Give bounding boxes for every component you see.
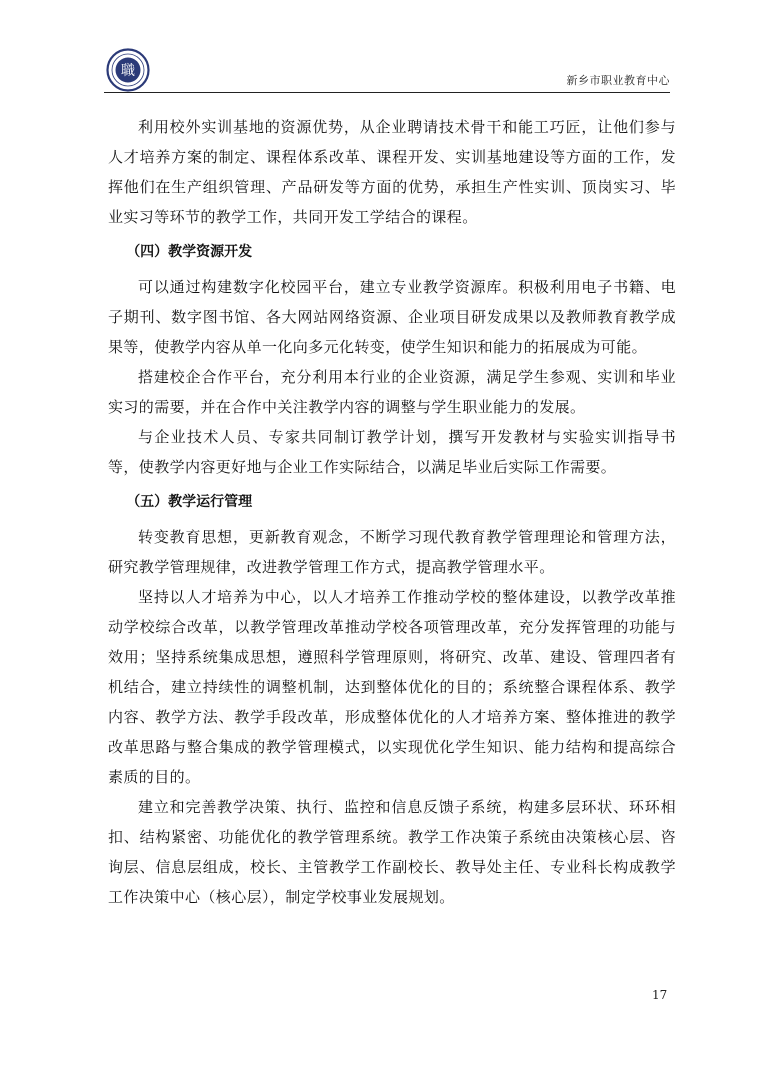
school-logo [106,48,150,92]
body-paragraph: 坚持以人才培养为中心，以人才培养工作推动学校的整体建设，以教学改革推动学校综合改革，以教学管理改革推动学校各项管理改革，充分发挥管理的功能与效用；坚持系统集成思想，遵照科学管理原则，将研究、改革、建设、管理四者有机结合，建立持续性的调整机制，达到整体优化的目的；系统整合课程体系、教学内容、教学方法、教学手段改革，形成整体优化的人才培养方案、整体推进的教学改革思路与整合集成的教学管理模式，以实现优化学生知识、能力结构和提高综合素质的目的。 [108,588,676,786]
page-header [104,48,670,93]
logo-glyph: 職 [121,63,135,79]
document-body [108,112,676,912]
body-paragraph: 搭建校企合作平台，充分利用本行业的企业资源，满足学生参观、实训和毕业实习的需要，并在合作中关注教学内容的调整与学生职业能力的发展。 [108,368,676,416]
header-org-name: 新乡市职业教育中心 [566,74,670,87]
body-paragraph: 转变教育思想，更新教育观念，不断学习现代教育教学管理理论和管理方法，研究教学管理规律，改进教学管理工作方式，提高教学管理水平。 [108,528,676,576]
page-number: 17 [652,988,668,1002]
body-paragraph: 可以通过构建数字化校园平台，建立专业教学资源库。积极利用电子书籍、电子期刊、数字图书馆、各大网站网络资源、企业项目研发成果以及教师教育教学成果等，使教学内容从单一化向多元化转变，使学生知识和能力的拓展成为可能。 [108,278,676,356]
section-heading: （四）教学资源开发 [126,244,253,260]
body-paragraph: 利用校外实训基地的资源优势，从企业聘请技术骨干和能工巧匠，让他们参与人才培养方案的制定、课程体系改革、课程开发、实训基地建设等方面的工作，发挥他们在生产组织管理、产品研发等方面的优势，承担生产性实训、顶岗实习、毕业实习等环节的教学工作，共同开发工学结合的课程。 [108,118,676,226]
section-heading: （五）教学运行管理 [126,494,253,510]
body-paragraph: 与企业技术人员、专家共同制订教学计划，撰写开发教材与实验实训指导书等，使教学内容更好地与企业工作实际结合，以满足毕业后实际工作需要。 [108,428,676,476]
body-paragraph: 建立和完善教学决策、执行、监控和信息反馈子系统，构建多层环状、环环相扣、结构紧密、功能优化的教学管理系统。教学工作决策子系统由决策核心层、咨询层、信息层组成，校长、主管教学工作副校长、教导处主任、专业科长构成教学工作决策中心（核心层），制定学校事业发展规划。 [108,798,676,906]
